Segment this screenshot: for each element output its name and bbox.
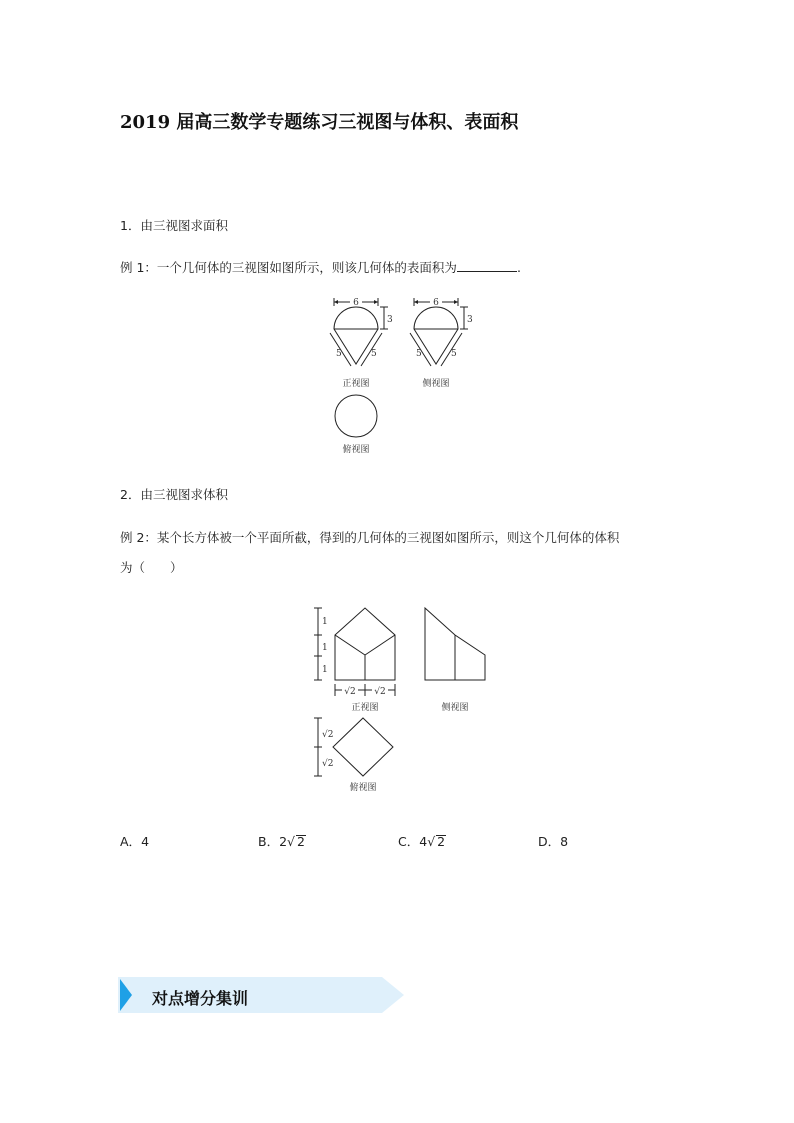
top-view-caption-2: 俯视图: [349, 783, 377, 793]
dim-one-mid: 1: [322, 643, 328, 653]
example2-figure: [300, 600, 500, 800]
option-b[interactable]: B．2√ 2: [258, 834, 305, 849]
section-heading-area: 1．由三视图求面积: [120, 218, 228, 233]
example1-figure: [320, 292, 490, 462]
dim-one-bottom: 1: [322, 665, 328, 675]
dim-height-label: 3: [387, 315, 393, 325]
option-a-value: 4: [141, 834, 150, 849]
dim-sqrt2-right: √2: [374, 687, 386, 697]
example2-question-line2: 为（ ）: [120, 560, 183, 575]
dim-sqrt2-bottom: √2: [322, 759, 334, 769]
example1-text: 例 1：一个几何体的三视图如图所示，则该几何体的表面积为: [120, 260, 457, 275]
dim-sqrt2-top: √2: [322, 730, 334, 740]
dim-width-label: 6: [353, 298, 359, 308]
option-b-radicand: 2: [297, 834, 305, 849]
dim-one-top: 1: [322, 617, 328, 627]
option-b-coef: 2: [279, 834, 288, 849]
side-view-caption: 侧视图: [422, 379, 450, 389]
top-view-shape: [335, 395, 377, 437]
dim-slant-right: 5: [371, 349, 377, 359]
option-b-letter: B．: [258, 834, 280, 849]
banner-title: 对点增分集训: [152, 989, 249, 1008]
example1-question: [120, 258, 521, 278]
top-view-shape-2: [333, 718, 393, 776]
dim-slant-right-side: 5: [451, 349, 457, 359]
option-c[interactable]: C．4√ 2: [398, 834, 446, 849]
dim-width-label-side: 6: [433, 298, 439, 308]
example2-question-line1: 例 2：某个长方体被一个平面所截，得到的几何体的三视图如图所示，则这个几何体的体积: [120, 530, 620, 545]
page-title: 2019 届高三数学专题练习三视图与体积、表面积: [120, 112, 519, 133]
front-view-caption: 正视图: [342, 379, 370, 389]
dim-slant-left-side: 5: [416, 349, 422, 359]
top-view-caption: 俯视图: [342, 445, 370, 455]
option-d-letter: D．: [538, 834, 561, 849]
dim-slant-left: 5: [336, 349, 342, 359]
front-view-shape-2: [335, 608, 395, 680]
option-a[interactable]: [120, 832, 149, 850]
option-c-radicand: 2: [437, 834, 446, 849]
option-c-coef: 4: [419, 834, 428, 849]
example1-suffix: .: [516, 260, 521, 275]
side-view-caption-2: 侧视图: [441, 703, 469, 713]
section-heading-volume: 2．由三视图求体积: [120, 487, 228, 502]
front-view-caption-2: 正视图: [351, 703, 379, 713]
option-d[interactable]: [538, 832, 568, 850]
dim-sqrt2-left: √2: [344, 687, 356, 697]
option-d-value: 8: [560, 834, 569, 849]
option-c-letter: C．: [398, 834, 420, 849]
dim-height-label-side: 3: [467, 315, 473, 325]
answer-blank: [457, 259, 517, 272]
option-a-letter: A．: [120, 834, 142, 849]
